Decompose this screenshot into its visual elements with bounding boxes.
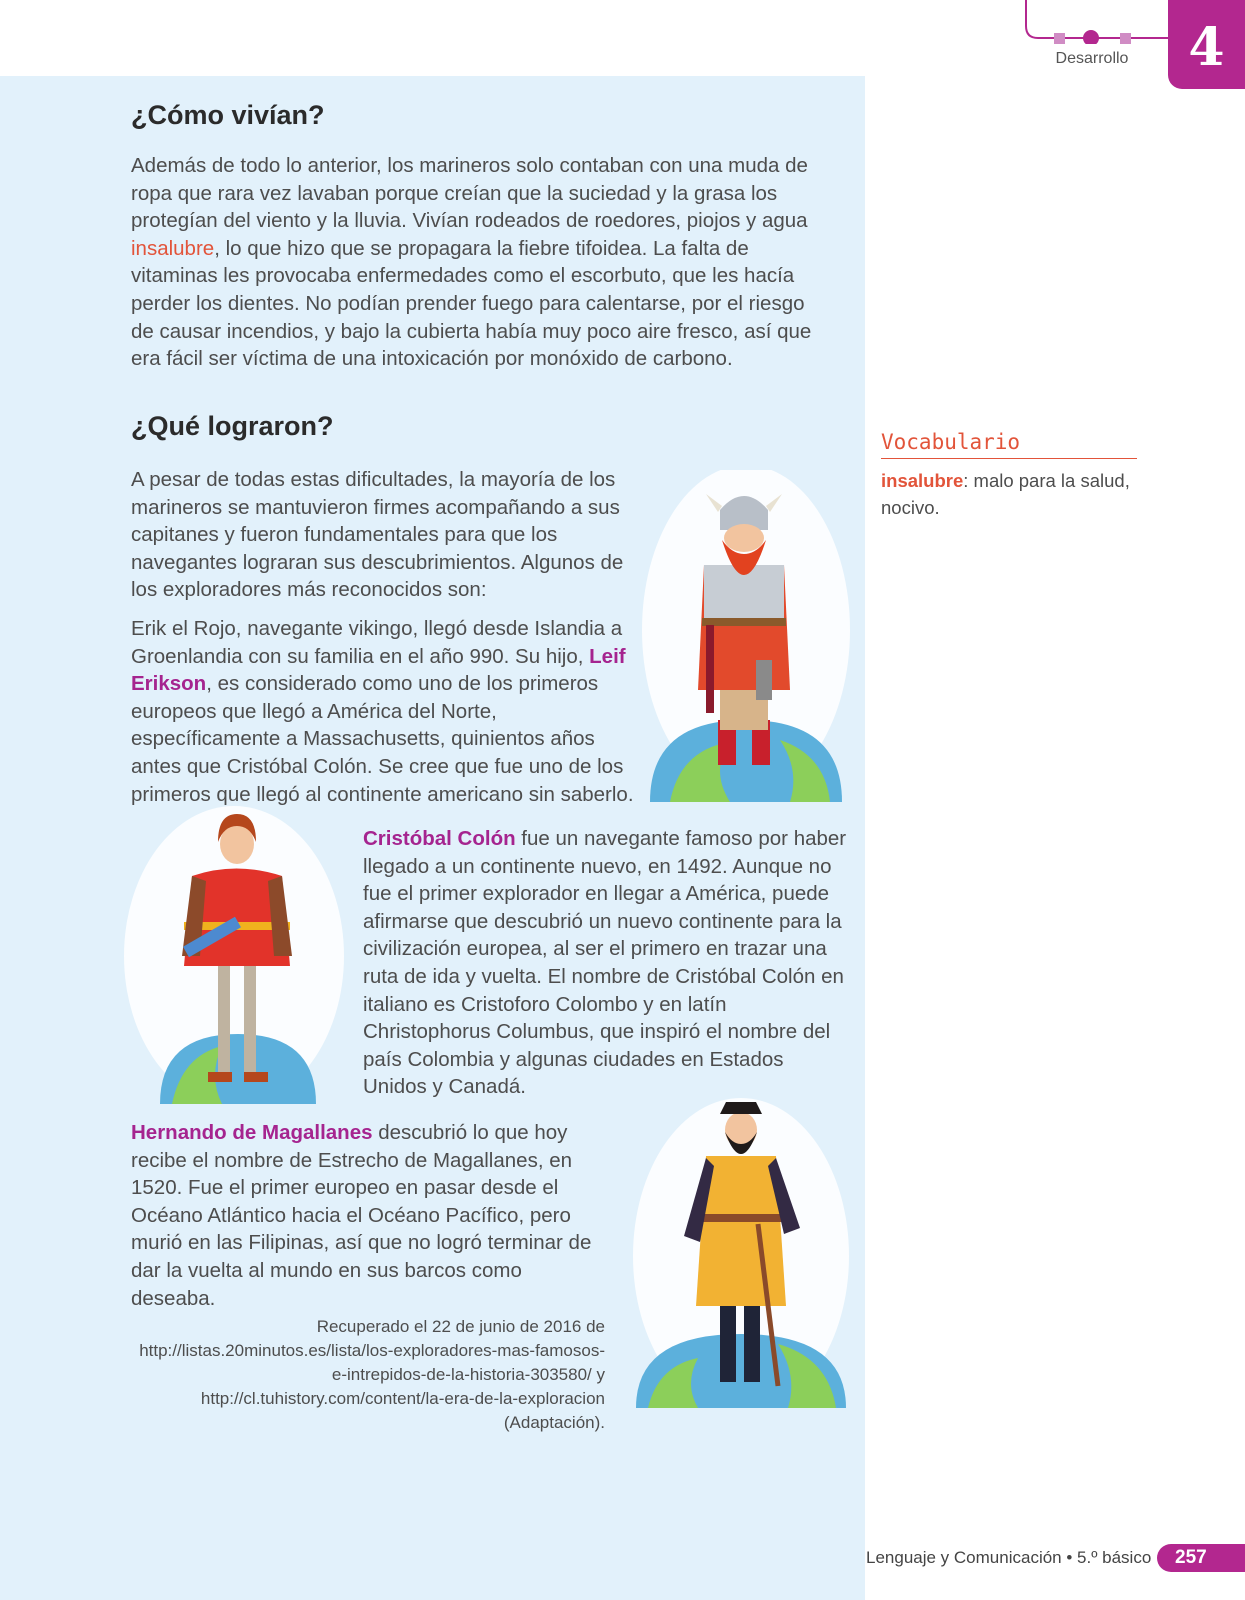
paragraph-como-vivian (131, 152, 831, 373)
columbus-illustration (122, 806, 347, 1104)
text-segment: Erik el Rojo, navegante vikingo, llegó desde Islandia a Groenlandia con su familia en el año 990. Su hijo, (131, 617, 623, 668)
text-segment: descubrió lo que hoy recibe el nombre de Estrecho de Magallanes, en 1520. Fue el primer europeo en pasar desde el Océano Atlántico hacia el Océano Pacífico, pero murió en las Filipinas, así que no logró terminar de dar la vuelta al mundo en sus barcos como deseaba. (131, 1121, 592, 1310)
text-segment: Además de todo lo anterior, los marineros solo contaban con una muda de ropa que rara vez lavaban porque creían que la suciedad y la grasa los protegían del viento y la lluvia. Vivían rodeados de roedores, piojos y agua (131, 154, 808, 233)
progress-track (1020, 0, 1190, 44)
section-title-como-vivian: ¿Cómo vivían? (131, 100, 325, 130)
paragraph-erik (131, 615, 636, 808)
vocabulary-title: Vocabulario (881, 430, 1137, 459)
vocabulary-term: insalubre (881, 470, 964, 491)
vocabulary-definition-text: : malo para la salud, nocivo. (881, 470, 1130, 518)
magellan-illustration (628, 1096, 854, 1408)
progress-step-1 (1054, 33, 1065, 44)
progress-step-3 (1120, 33, 1131, 44)
section-label: Desarrollo (1055, 50, 1129, 67)
paragraph-magallanes (131, 1119, 606, 1312)
text-segment: , lo que hizo que se propagara la fiebre tifoidea. La falta de vitaminas les provocaba enfermedades como el escorbuto, que les hacía perder los dientes. No podían prender fuego para calentarse, por el riesgo de causar incendios, y bajo la cubierta había muy poco aire fresco, así que era fácil ser víctima de una intoxicación por monóxido de carbono. (131, 236, 812, 371)
source-citation: Recuperado el 22 de junio de 2016 de http://listas.20minutos.es/lista/los-exploradores-mas-famosos-e-intrepidos-de-la-historia-303580/ y http://cl.tuhistory.com/content/la-era-de-la-exploracion (Adaptación). (139, 1317, 605, 1432)
progress-step-2 (1083, 30, 1099, 44)
name-leif-erikson: Leif Erikson (131, 644, 626, 696)
section-title-que-lograron: ¿Qué lograron? (131, 411, 334, 441)
paragraph-colon (363, 825, 847, 1101)
vocabulary-definition (881, 467, 1151, 521)
text-segment: fue un navegante famoso por haber llegado a un continente nuevo, en 1492. Aunque no fue el primer explorador en llegar a América, puede afirmarse que descubrió un nuevo continente para la civilización europea, al ser el primero en trazar una ruta de ida y vuelta. El nombre de Cristóbal Colón en italiano es Cristoforo Colombo y en latín Christophorus Columbus, que inspiró el nombre del país Colombia y algunas ciudades en Estados Unidos y Canadá. (363, 827, 847, 1099)
footer-subject: Lenguaje y Comunicación • 5.º básico (866, 1548, 1152, 1567)
chapter-number: 4 (1188, 17, 1225, 78)
viking-illustration (640, 470, 852, 802)
paragraph-intro: A pesar de todas estas dificultades, la mayoría de los marineros se mantuvieron firmes acompañando a sus capitanes y fueron fundamentales para que los navegantes lograran sus descubrimientos. Algunos de los exploradores más reconocidos son: (131, 468, 624, 602)
name-cristobal-colon: Cristóbal Colón (363, 827, 516, 850)
text-segment: , es considerado como uno de los primeros europeos que llegó a América del Norte, específicamente a Massachusetts, quinientos años antes que Cristóbal Colón. Se cree que fue uno de los primeros que llegó al continente americano sin saberlo. (131, 672, 634, 806)
vocab-link-insalubre: insalubre (131, 236, 215, 260)
chapter-tab (1168, 0, 1245, 89)
page-number: 257 (1157, 1544, 1245, 1572)
name-hernando-de-magallanes: Hernando de Magallanes (131, 1121, 373, 1144)
